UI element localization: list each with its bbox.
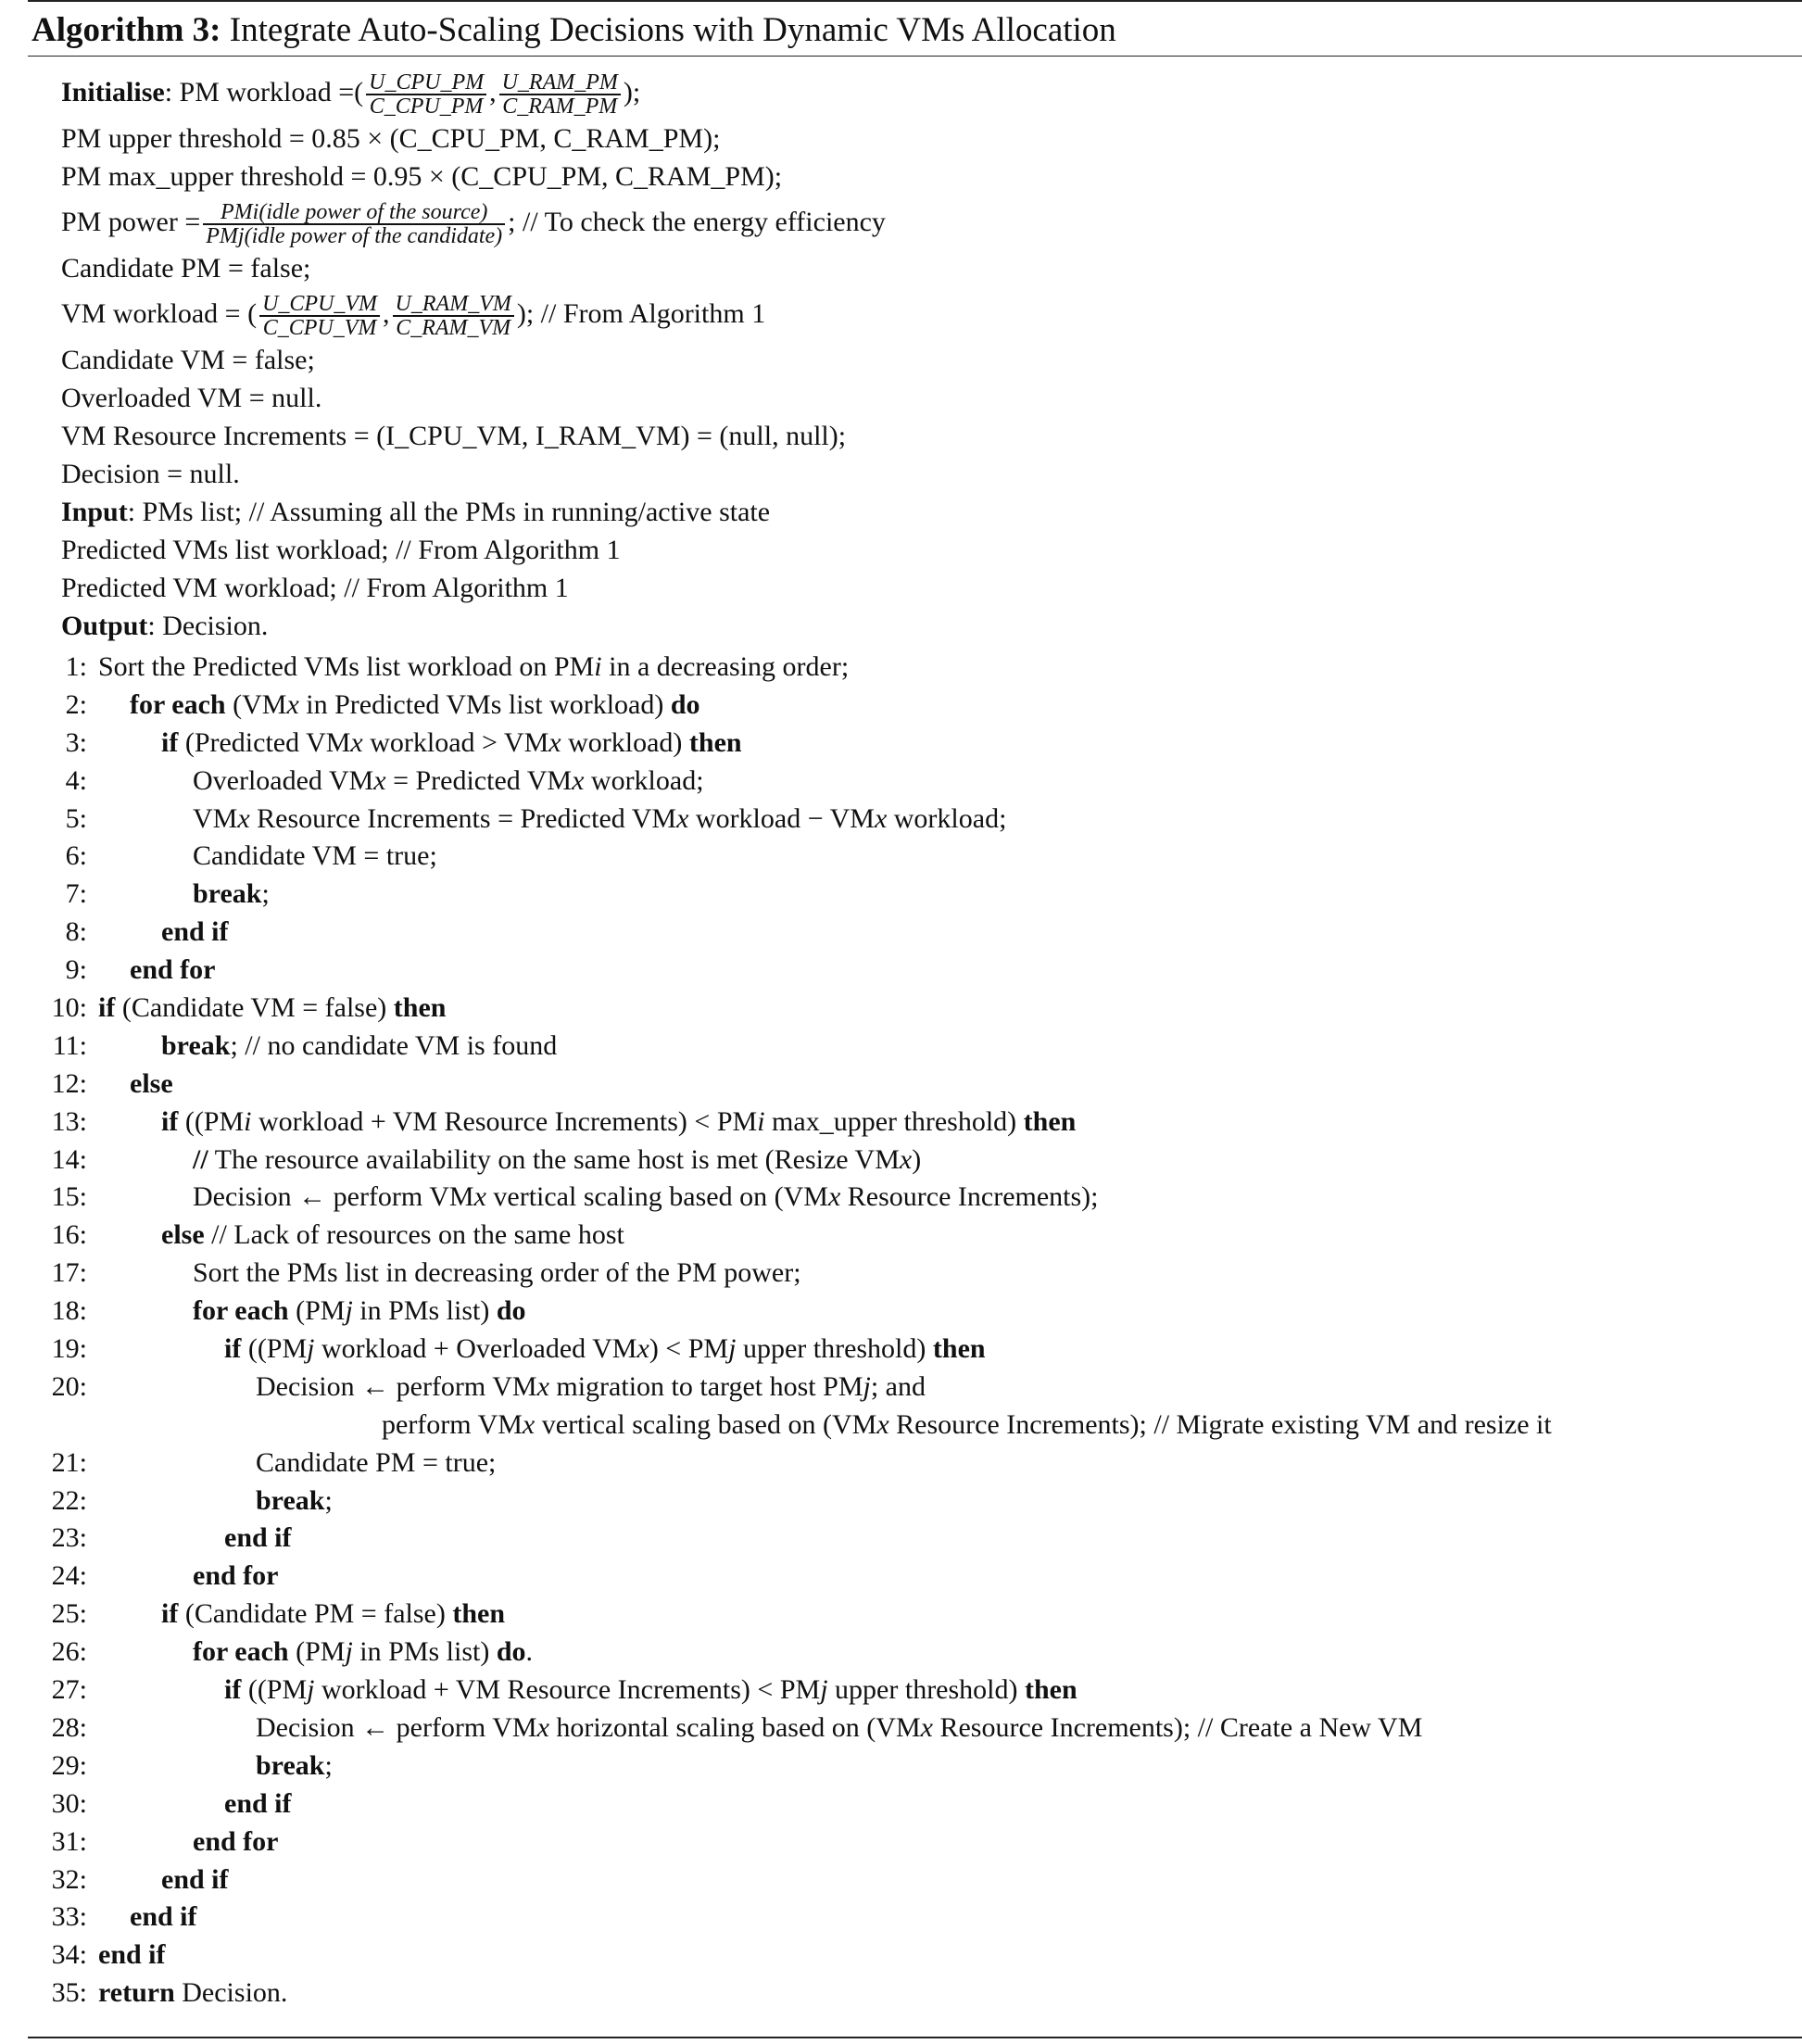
step-segment: workload; [584,764,704,796]
math-var: j [307,1674,315,1706]
step-text [98,1179,1099,1217]
step-text [98,687,700,725]
step-text [98,725,742,763]
step-segment: workload > VM [362,726,549,758]
keyword: else [161,1219,205,1251]
step-number: 19: [51,1333,87,1365]
step-number: 14: [51,1143,87,1175]
step-segment: perform VM [382,1408,523,1440]
step-segment: Decision ← perform VM [256,1711,537,1743]
keyword: // [193,1143,208,1175]
step-segment: The resource availability on the same host is met (Resize VM [208,1143,900,1175]
step-text [98,1823,279,1861]
frac-num: U_CPU_PM [366,71,486,95]
keyword: break [256,1749,325,1781]
algorithm-step [28,1634,1802,1672]
step-segment: upper threshold) [736,1333,933,1365]
math-var: x [876,1408,889,1440]
algorithm-step [28,1255,1802,1293]
step-text [98,1558,279,1596]
step-number: 30: [51,1787,87,1819]
step-number [28,1407,98,1445]
algorithm-step [28,1672,1802,1710]
algorithm-step [28,763,1802,801]
step-text [98,801,1006,839]
step-number: 7: [65,878,87,910]
frac-den: C_RAM_PM [502,95,618,120]
step-text [98,1520,292,1558]
step-number: 26: [51,1636,87,1668]
step-segment: VM [193,802,238,834]
keyword: then [452,1598,506,1630]
step-segment: Resource Increments); [840,1181,1099,1213]
candidate-vm-init: Candidate VM = false; [61,345,315,375]
algorithm-step [28,1596,1802,1634]
step-number: 8: [65,916,87,948]
algorithm-step [28,1028,1802,1066]
step-segment: in PMs list) [352,1295,497,1327]
keyword: end if [224,1787,292,1819]
pm-power-prefix: PM power = [61,207,201,237]
bottom-rule [28,2037,1802,2038]
algorithm-step [28,1483,1802,1520]
algorithm-step [28,1066,1802,1104]
step-text [98,1899,197,1937]
step-text [98,914,229,952]
pm-power [61,196,1802,249]
math-var: x [548,726,561,758]
pm-cpu-fraction [366,71,486,118]
pm-power-fraction [203,201,505,247]
step-number: 16: [51,1219,87,1251]
step-text [98,1634,533,1672]
math-var: i [757,1105,765,1137]
algorithm-step [28,1785,1802,1823]
math-var: x [874,802,888,834]
math-var: j [820,1674,828,1706]
algorithm-step [28,725,1802,763]
keyword: then [1023,1105,1077,1137]
algorithm-caption [28,2,1802,56]
step-number: 22: [51,1484,87,1516]
step-segment: = Predicted VM [385,764,573,796]
algorithm-steps [28,649,1802,2012]
step-text [98,876,270,914]
step-number: 4: [65,764,87,796]
keyword: do [496,1636,526,1668]
algorithm-step [28,649,1802,687]
keyword: break [161,1029,231,1061]
step-text [98,838,437,876]
frac-den: PMj(idle power of the candidate) [206,224,503,249]
keyword: then [688,726,742,758]
algorithm-step [28,1861,1802,1899]
pm-workload-suffix: ); [623,77,641,107]
keyword: if [161,726,179,758]
step-segment: Decision. [174,1977,288,2009]
step-text [98,1066,173,1104]
step-segment: Resource Increments); // Create a New VM [932,1711,1423,1743]
algorithm-step [28,687,1802,725]
math-var: i [594,651,602,682]
algorithm-step [28,1747,1802,1785]
step-segment: ((PM [241,1674,308,1706]
step-text [98,1975,287,2012]
step-text [98,952,216,990]
step-segment: (PM [288,1295,346,1327]
vm-increments-init: VM Resource Increments = (I_CPU_VM, I_RAM_VM) = (null, null); [61,421,847,451]
overloaded-vm-init: Overloaded VM = null. [61,383,322,413]
algorithm-step [28,952,1802,990]
step-segment: Decision ← perform VM [256,1370,537,1402]
caption-rule [28,56,1802,57]
keyword: return [98,1977,175,2009]
math-var: j [345,1295,353,1327]
math-var: j [307,1333,315,1365]
math-var: x [473,1181,486,1213]
math-var: x [676,802,689,834]
step-text [98,763,704,801]
frac-den: C_CPU_VM [262,316,377,341]
step-text [98,1596,505,1634]
algorithm-step [28,990,1802,1028]
step-segment: Resource Increments); // Migrate existing VM and resize it [888,1408,1552,1440]
step-text [98,1331,986,1369]
step-number: 1: [65,651,87,682]
step-segment: horizontal scaling based on (VM [548,1711,921,1743]
step-segment: (Predicted VM [178,726,351,758]
algorithm-step [28,1331,1802,1369]
step-number: 28: [51,1711,87,1743]
keyword: end if [161,1863,229,1895]
keyword: for each [130,688,226,720]
math-var: x [237,802,250,834]
step-number: 3: [65,726,87,758]
vm-workload-prefix: VM workload = ( [61,298,258,329]
algorithm-step [28,876,1802,914]
step-number: 25: [51,1598,87,1630]
step-number: 20: [51,1370,87,1402]
vm-workload: VM workload = ( $\frac{\text{U\_CPU\_VM}}{\text{C\_CPU\_VM}}$ , $\frac{\text{U\_RAM\_VM}}{\text{C\_RAM\_VM}}$ ); // From Algorithm 1 [61,292,766,341]
step-text [98,1937,166,1975]
step-number: 23: [51,1522,87,1554]
algorithm-step [28,1520,1802,1558]
algorithm-step [28,1937,1802,1975]
frac-den: C_CPU_PM [369,95,484,120]
keyword: if [224,1333,242,1365]
step-number: 10: [51,992,87,1024]
step-segment: // Lack of resources on the same host [204,1219,624,1251]
step-number: 2: [65,688,87,720]
math-var: x [373,764,386,796]
init-label: Initialise [61,77,165,107]
step-segment: vertical scaling based on (VM [535,1408,877,1440]
step-segment: ) < PM [649,1333,729,1365]
step-segment: ; [261,878,270,910]
pm-workload-prefix: : PM workload =( [164,77,364,107]
step-text [98,1747,333,1785]
input-line [61,493,1802,531]
step-segment: Overloaded VM [193,764,374,796]
math-var: x [636,1333,649,1365]
step-text [98,1369,926,1407]
decision-init: Decision = null. [61,459,240,489]
step-segment: workload; [887,802,1007,834]
keyword: if [161,1598,179,1630]
step-text [98,1255,801,1293]
step-text [98,1710,1422,1747]
step-segment: upper threshold) [827,1674,1025,1706]
step-number: 31: [51,1825,87,1857]
input-line-2: Predicted VMs list workload; // From Algorithm 1 [61,535,621,565]
step-segment: workload − VM [688,802,875,834]
keyword: else [130,1067,173,1099]
math-var: x [350,726,363,758]
keyword: end for [193,1560,279,1592]
math-var: i [244,1105,252,1137]
frac-den: C_RAM_VM [396,316,511,341]
keyword: end if [161,916,229,948]
step-number: 6: [65,840,87,872]
step-segment: (VM [225,688,287,720]
step-number: 24: [51,1560,87,1592]
keyword: for each [193,1295,289,1327]
step-number: 35: [51,1977,87,2009]
math-var: x [572,764,585,796]
math-var: j [728,1333,737,1365]
keyword: for each [193,1636,289,1668]
step-text [98,1672,1077,1710]
step-text [98,990,446,1028]
algorithm-step [28,838,1802,876]
step-text [98,1142,921,1180]
step-text [98,649,849,687]
keyword: end if [224,1522,292,1554]
math-var: x [920,1711,933,1743]
step-segment: ; [324,1484,333,1516]
step-segment: (PM [288,1636,346,1668]
step-number: 17: [51,1257,87,1289]
algorithm-step [28,1293,1802,1331]
keyword: end for [193,1825,279,1857]
step-number: 15: [51,1181,87,1213]
input-line-3: Predicted VM workload; // From Algorithm 1 [61,573,569,603]
keyword: if [161,1105,179,1137]
algorithm-step [28,1823,1802,1861]
algorithm-step [28,1179,1802,1217]
step-number: 33: [51,1901,87,1933]
step-segment: Decision ← perform VM [193,1181,474,1213]
vm-workload-suffix: ); // From Algorithm 1 [516,298,766,329]
input-text: : PMs list; // Assuming all the PMs in running/active state [127,497,771,527]
step-number: 29: [51,1749,87,1781]
math-var: x [899,1143,913,1175]
step-segment: (Candidate PM = false) [178,1598,453,1630]
step-segment: max_upper threshold) [764,1105,1024,1137]
step-text [98,1217,624,1255]
keyword: do [496,1295,526,1327]
step-segment: ) [912,1143,922,1175]
math-var: j [345,1636,353,1668]
frac-num: U_CPU_VM [259,293,380,317]
step-text [98,1028,557,1066]
step-segment: workload + VM Resource Increments) < PM [251,1105,758,1137]
step-text [98,1104,1076,1142]
output-label: Output [61,611,148,641]
pm-upper-threshold: PM upper threshold = 0.85 × (C_CPU_PM, C_RAM_PM); [61,123,721,154]
algorithm-label: Algorithm 3: [32,11,221,49]
algorithm-step [28,1710,1802,1747]
step-text [98,1483,333,1520]
output-text: : Decision. [147,611,269,641]
math-var: x [536,1711,549,1743]
step-number: 13: [51,1105,87,1137]
keyword: end for [130,954,216,986]
step-segment: in Predicted VMs list workload) [298,688,671,720]
step-segment: migration to target host PM [548,1370,863,1402]
input-label: Input [61,497,128,527]
step-segment: workload) [561,726,689,758]
step-segment: ; and [870,1370,926,1402]
keyword: end if [98,1939,166,1971]
algorithm-step [28,1369,1802,1407]
frac-num: U_RAM_PM [499,71,621,95]
step-number: 32: [51,1863,87,1895]
step-text [98,1785,292,1823]
keyword: then [1025,1674,1077,1706]
keyword: if [98,992,116,1024]
keyword: break [256,1484,325,1516]
vm-cpu-fraction [259,293,380,339]
candidate-pm-init: Candidate PM = false; [61,253,311,284]
step-segment: vertical scaling based on (VM [485,1181,828,1213]
step-segment: . [525,1636,534,1668]
step-segment: Candidate VM = true; [193,840,437,872]
init-pm-workload: Initialise: PM workload =( $\frac{\text{U\_CPU\_PM}}{\text{C\_CPU\_PM}}$ , $\frac{\text{U\_RAM\_PM}}{\text{C\_RAM\_PM}}$ ); [61,70,641,120]
keyword: if [224,1674,242,1706]
algorithm-title: Integrate Auto-Scaling Decisions with Dynamic VMs Allocation [229,11,1116,49]
step-text [98,1445,496,1483]
keyword: do [670,688,700,720]
step-text [98,1861,229,1899]
step-number: 21: [51,1446,87,1478]
step-segment: Sort the PMs list in decreasing order of the PM power; [193,1257,801,1289]
step-number: 9: [65,954,87,986]
output-line [61,607,1802,645]
algorithm-step [28,1104,1802,1142]
math-var: x [536,1370,549,1402]
step-segment: Candidate PM = true; [256,1446,497,1478]
algorithm-step [28,1217,1802,1255]
pm-power-suffix: ; // To check the energy efficiency [508,207,886,237]
step-number: 11: [52,1029,87,1061]
step-segment: workload + Overloaded VM [314,1333,637,1365]
step-segment: in a decreasing order; [601,651,850,682]
step-number: 12: [51,1067,87,1099]
math-var: j [863,1370,871,1402]
step-segment: ((PM [241,1333,308,1365]
math-var: x [522,1408,536,1440]
algorithm-block [28,0,1802,2012]
step-segment: Sort the Predicted VMs list workload on PM [98,651,595,682]
keyword: then [932,1333,986,1365]
step-number: 27: [51,1674,87,1706]
step-segment: ; [324,1749,333,1781]
algorithm-step [28,1407,1802,1445]
step-segment: in PMs list) [352,1636,497,1668]
step-number: 34: [51,1939,87,1971]
step-text [98,1407,1552,1445]
algorithm-step [28,1142,1802,1180]
pm-max-upper-threshold: PM max_upper threshold = 0.95 × (C_CPU_PM, C_RAM_PM); [61,161,783,192]
frac-num: PMi(idle power of the source) [203,201,505,225]
step-segment: (Candidate VM = false) [115,992,394,1024]
algorithm-step [28,801,1802,839]
step-segment: ; // no candidate VM is found [230,1029,558,1061]
step-text [98,1293,526,1331]
preamble [28,66,1802,645]
step-segment: Resource Increments = Predicted VM [249,802,677,834]
step-number: 18: [51,1295,87,1327]
step-number: 5: [65,802,87,834]
algorithm-step [28,1899,1802,1937]
algorithm-step [28,914,1802,952]
vm-ram-fraction [393,293,514,339]
keyword: then [393,992,447,1024]
frac-num: U_RAM_VM [393,293,514,317]
step-segment: workload + VM Resource Increments) < PM [314,1674,821,1706]
algorithm-step [28,1558,1802,1596]
math-var: x [827,1181,841,1213]
keyword: end if [130,1901,197,1933]
algorithm-step [28,1445,1802,1483]
step-segment: ((PM [178,1105,245,1137]
pm-ram-fraction [499,71,621,118]
algorithm-step [28,1975,1802,2012]
math-var: x [286,688,299,720]
keyword: break [193,878,262,910]
